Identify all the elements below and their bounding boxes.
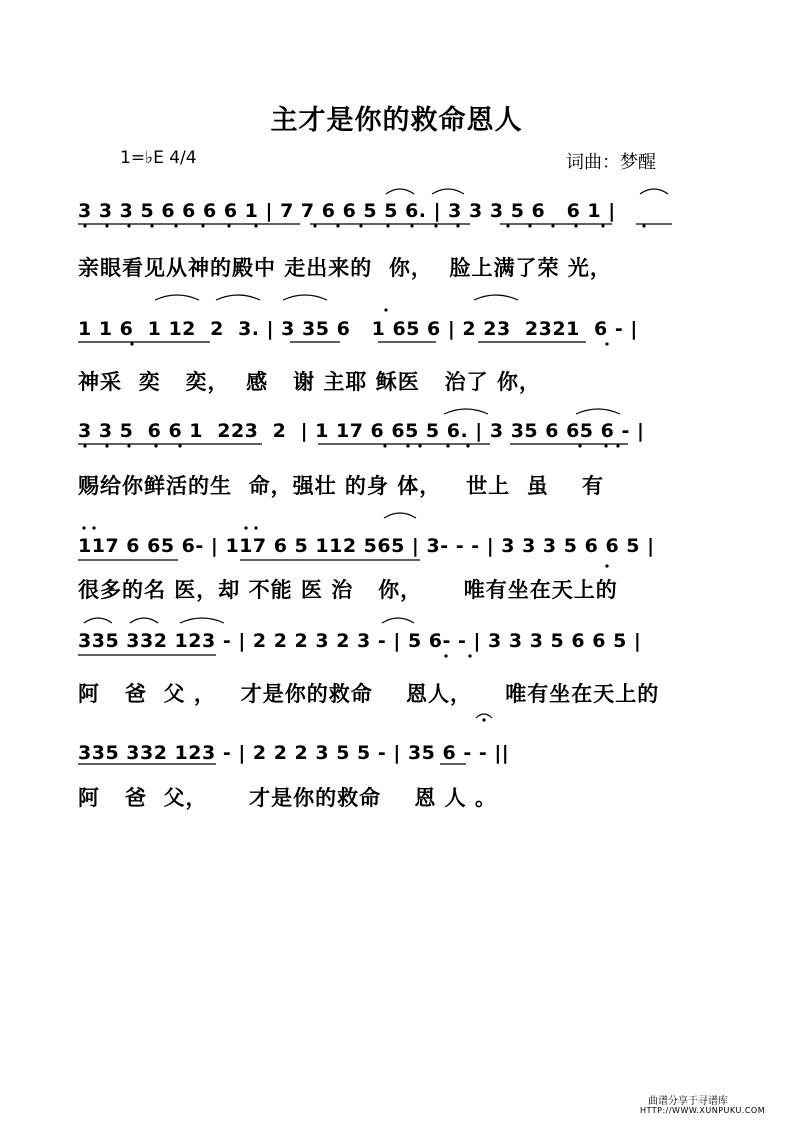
footer-site-url: HTTP://WWW.XUNPUKU.COM [640, 1106, 766, 1115]
lyric-line: 亲眼看见从神的殿中 走出来的 你， 脸上满了荣 光， [78, 256, 612, 280]
notation-line: 3 3 5 6 6 1 223 2 | 1 17 6 65 5 6. | 3 35 6 65 6 - | [78, 420, 645, 442]
notation-line: 1 1 6 1 12 2 3. | 3 35 6 1 65 6 | 2 23 2321 6 - | [78, 318, 638, 340]
notation-line: 117 6 65 6- | 117 6 5 112 565 | 3- - - | 3 3 3 5 6 6 5 | [78, 535, 655, 557]
key-signature: 1=♭E 4/4 [120, 148, 197, 168]
page-title: 主才是你的救命恩人 [270, 105, 523, 136]
lyric-line: 很多的名 医，却 不能 医 治 你， 唯有坐在天上的 [78, 578, 618, 602]
lyric-line: 赐给你鲜活的生 命，强壮 的身 体， 世上 虽 有 [78, 474, 605, 498]
notation-line: 335 332 123 - | 2 2 2 3 2 3 - | 5 6- - | 3 3 3 5 6 6 5 | [78, 630, 642, 652]
notation-line: 3 3 3 5 6 6 6 6 1 | 7 7 6 6 5 5 6. | 3 3 3 5 6 6 1 | [78, 200, 616, 222]
lyric-line: 神采 奕 奕， 感 谢 主耶 稣医 治了 你， [78, 370, 541, 394]
notation-line: 335 332 123 - | 2 2 2 3 5 5 - | 35 6 - - || [78, 742, 510, 764]
lyricist-composer-credit: 词曲：梦醒 [566, 152, 656, 173]
lyric-line: 阿 爸 父 ， 才是你的救命 恩人， 唯有坐在天上的 [78, 682, 660, 706]
footer-site-name: 曲谱分享于寻谱库 [648, 1096, 728, 1107]
lyric-line: 阿 爸 父， 才是你的救命 恩 人 。 [78, 786, 497, 810]
